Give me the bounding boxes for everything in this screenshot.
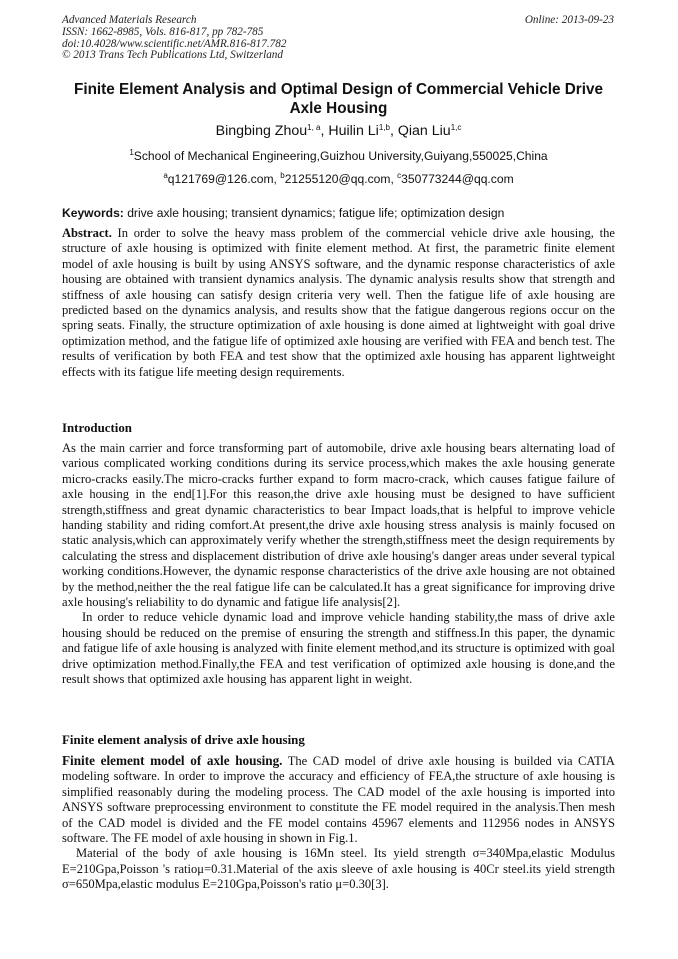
email-mark: b [280,171,285,180]
section-heading-introduction: Introduction [62,421,132,435]
email-list [62,171,615,187]
fea-paragraph: Material of the body of axle housing is 16Mn steel. Its yield strength σ=340Mpa,elastic Modulus E=210Gpa,Poisson 's ratioμ=0.31.Material of the axis sleeve of axle housing is 40Cr steel.its yield strength σ=650Mpa,elastic modulus E=210Gpa,Poisson's ratio μ=0.30[3]. [62,846,615,892]
online-date: Online: 2013-09-23 [524,14,614,26]
abstract [62,226,615,380]
issn-line: ISSN: 1662-8985, Vols. 816-817, pp 782-785 [62,25,264,38]
fea-paragraph: The CAD model of drive axle housing is builded via CATIA modeling software. In order to improve the accuracy and efficiency of FEA,the structure of axle housing is simplified reasonably during the modeling process. The CAD model of the axle housing is imported into ANSYS software preprocessing environment to constitute the FE model required in the analysis.Then mesh of the CAD model is divided and the FE model contains 45967 elements and 112956 nodes in ANSYS software. The FE model of axle housing in shown in Fig.1. [62,754,615,846]
email-address: 350773244@qq.com [401,172,514,186]
journal-name: Advanced Materials Research [62,14,197,26]
subsection-heading-fe-model: Finite element model of axle housing. [62,753,283,768]
author-separator: , [389,123,398,139]
section-heading-fea: Finite element analysis of drive axle housing [62,733,305,747]
fea-body [62,753,615,893]
introduction-body [62,441,615,688]
introduction-paragraph: As the main carrier and force transforming part of automobile, drive axle housing bears alternating load of various complicated working conditions during its service process,which makes the axle housing generate micro-cracks easily.The micro-cracks further expand to form macro-crack, which causes fatigue failure of axle housing in the end[1].For this reason,the drive axle housing must be designed to have sufficient strength,stiffness and great dynamic characteristics to bear Impact loads,that is helpful to improve vehicle handing stability and riding comfort.At present,the drive axle housing stress analysis is mainly focused on static analysis,which can approximately verify whether the strength,stiffness meet the design requirements by calculating the stress and displacement distribution of drive axle housing's danger areas under several typical working conditions.However, the dynamic response characteristics of the drive axle housing are not obtained by the method,neither the the real fatigue life can be calculated.It has a great significance for improving drive axle housing's reliability to do dynamic and fatigue life analysis[2]. [62,441,615,610]
email-address: q121769@126.com, [167,172,281,186]
author-list [62,122,615,140]
email-mark: a [163,171,168,180]
introduction-paragraph: In order to reduce vehicle dynamic load and improve vehicle handing stability,the mass of drive axle housing should be reduced on the premise of ensuring the strength and stiffness.In this paper, the dynamic and fatigue life of axle housing is analyzed with finite element method,and its structure is optimized with goal drive optimization method.Finally,the FEA and test verification of optimized axle housing is done,and the result shows that optimized axle housing has apparent light in weight. [62,610,615,687]
author-name: Qian Liu [397,123,451,139]
affiliation [62,148,615,164]
paper-title: Finite Element Analysis and Optimal Design of Commercial Vehicle Drive Axle Housing [73,81,604,117]
author-affiliation-mark: 1,b [378,123,390,132]
affiliation-mark: 1 [129,148,134,157]
author-affiliation-mark: 1,c [450,123,462,132]
email-address: 21255120@qq.com, [284,172,398,186]
abstract-label: Abstract. [62,226,112,240]
keywords-label: Keywords: [62,206,124,220]
author-affiliation-mark: 1, a [307,123,321,132]
keywords-text: drive axle housing; transient dynamics; fatigue life; optimization design [123,206,505,220]
affiliation-text: School of Mechanical Engineering,Guizhou University,Guiyang,550025,China [133,149,548,163]
email-mark: c [397,171,402,180]
author-separator: , [320,123,329,139]
abstract-text: In order to solve the heavy mass problem of the commercial vehicle drive axle housing, the structure of axle housing is optimized with finite element method. At first, the parametric finite element model of axle housing is built by using ANSYS software, and the dynamic response characteristics of axle housing are obtained with transient dynamics analysis. The dynamic analysis results show that strength and stiffness of axle housing can satisfy design criteria very well. Then the fatigue life of axle housing are predicted based on the dynamics analysis, and results show that the fatigue dangerous regions occur on the spring seats. Finally, the structure optimization of axle housing is done aimed at lightweight with goal drive optimization method, and the fatigue life of optimized axle housing are verified with FEA and bench test. The results of verification by both FEA and test show that the optimized axle housing has apparent lightweight effects with its fatigue life meeting design requirements. [62,226,615,379]
author-name: Bingbing Zhou [215,123,308,139]
doi-line: doi:10.4028/www.scientific.net/AMR.816-817.782 [62,37,287,50]
keywords [62,205,615,221]
journal-header [62,15,286,62]
author-name: Huilin Li [328,123,379,139]
copyright-line: © 2013 Trans Tech Publications Ltd, Switzerland [62,49,283,62]
